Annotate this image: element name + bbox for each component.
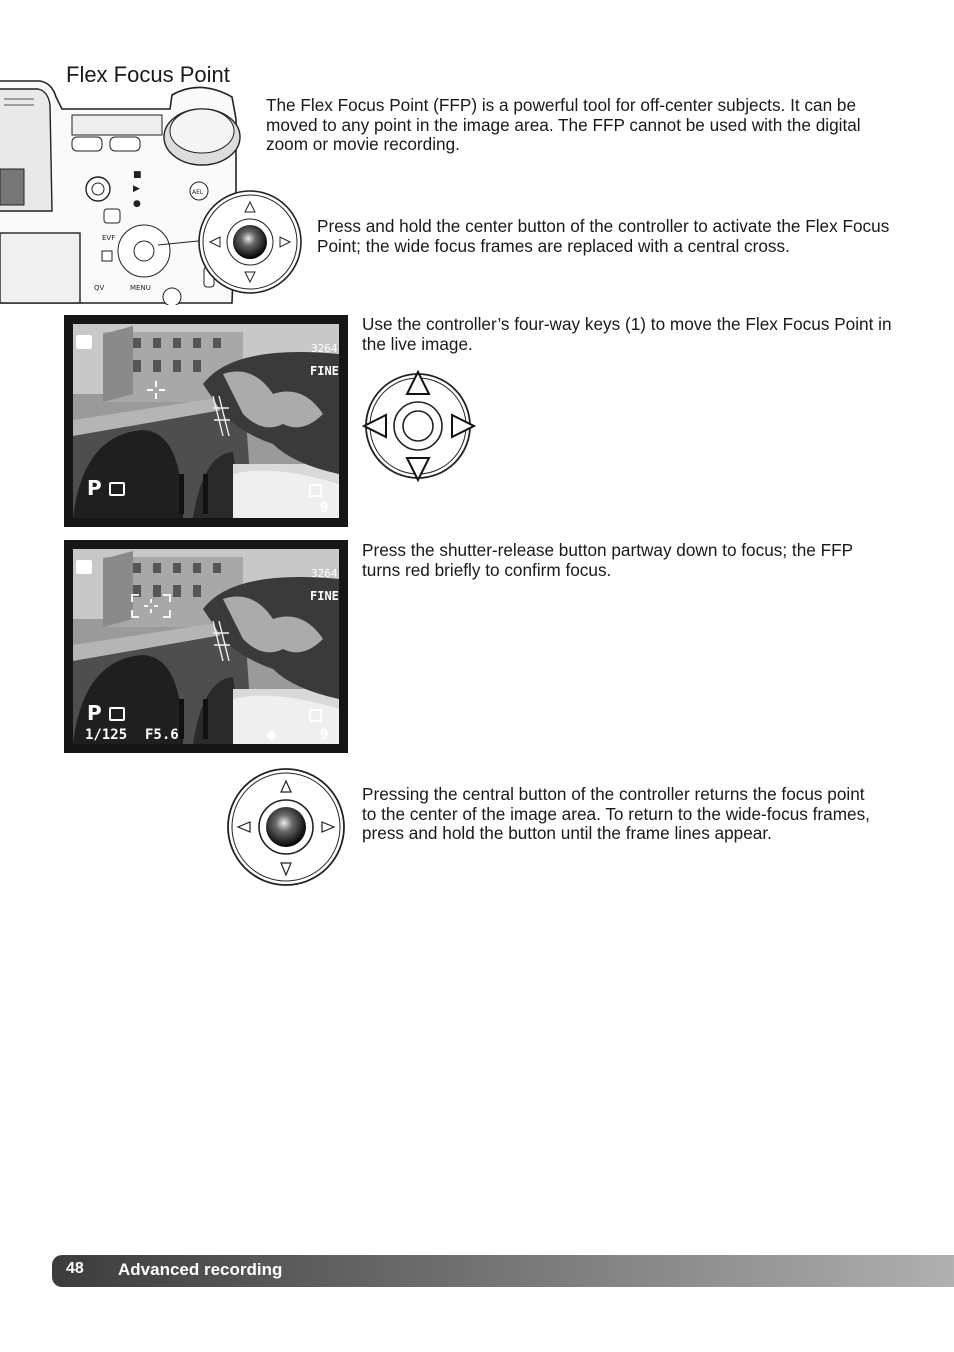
lcd-preview-move — [64, 315, 348, 527]
section-title: Advanced recording — [118, 1260, 283, 1279]
drive-mode-icon — [309, 484, 322, 497]
focus-frame-brackets — [131, 594, 171, 618]
step-reset-text: Pressing the central button of the controller returns the focus point to the center of the image area. To return to the wide-focus frames, press and hold the button until the frame lines appear. — [362, 784, 870, 843]
svg-text:■: ■ — [133, 170, 142, 180]
svg-text:QV: QV — [94, 284, 105, 292]
step-activate-text: Press and hold the center button of the controller to activate the Flex Focus Point; the wide focus frames are replaced with a central cross. — [317, 216, 890, 256]
page-number: 48 — [66, 1260, 84, 1277]
lcd-preview-focus — [64, 540, 348, 753]
step-move-text: Use the controller’s four-way keys (1) to move the Flex Focus Point in the live image. — [362, 314, 892, 354]
lcd-live-image — [73, 549, 339, 744]
resolution-indicator: 3264 — [311, 342, 338, 355]
page-title: Flex Focus Point — [66, 62, 230, 87]
camera-mode-icon — [76, 335, 92, 349]
center-button-icon — [266, 807, 306, 847]
lcd-live-image — [73, 324, 339, 518]
svg-text:MENU: MENU — [130, 284, 151, 292]
quality-indicator: FINE — [310, 589, 339, 603]
svg-text:EVF: EVF — [102, 234, 116, 242]
shutter-speed: 1/125 — [85, 727, 128, 743]
drive-mode-icon — [309, 709, 322, 722]
frame-counter: 9 — [320, 727, 329, 743]
camera-mode-icon — [76, 560, 92, 574]
metering-icon — [109, 707, 125, 721]
controller-center-diagram — [224, 767, 350, 891]
flex-focus-point-cross — [145, 379, 167, 401]
aperture-value: F5.6 — [145, 727, 179, 743]
exposure-mode: P — [87, 701, 102, 725]
quality-indicator: FINE — [310, 364, 339, 378]
ael-label: AEL — [192, 189, 204, 196]
exposure-mode: P — [87, 476, 102, 500]
focus-signal-icon — [267, 731, 276, 740]
step-focus-text: Press the shutter-release button partway down to focus; the FFP turns red briefly to confirm focus. — [362, 540, 853, 580]
camera-back-illustration — [0, 75, 310, 305]
svg-text:▶: ▶ — [133, 184, 140, 194]
resolution-indicator: 3264 — [311, 567, 338, 580]
frame-counter: 9 — [320, 500, 329, 516]
metering-icon — [109, 482, 125, 496]
intro-paragraph: The Flex Focus Point (FFP) is a powerful tool for off-center subjects. It can be moved to any point in the image area. The FFP cannot be used with the digital zoom or movie recording. — [266, 95, 861, 154]
svg-text:●: ● — [133, 199, 141, 209]
four-way-controller-diagram — [360, 368, 478, 484]
